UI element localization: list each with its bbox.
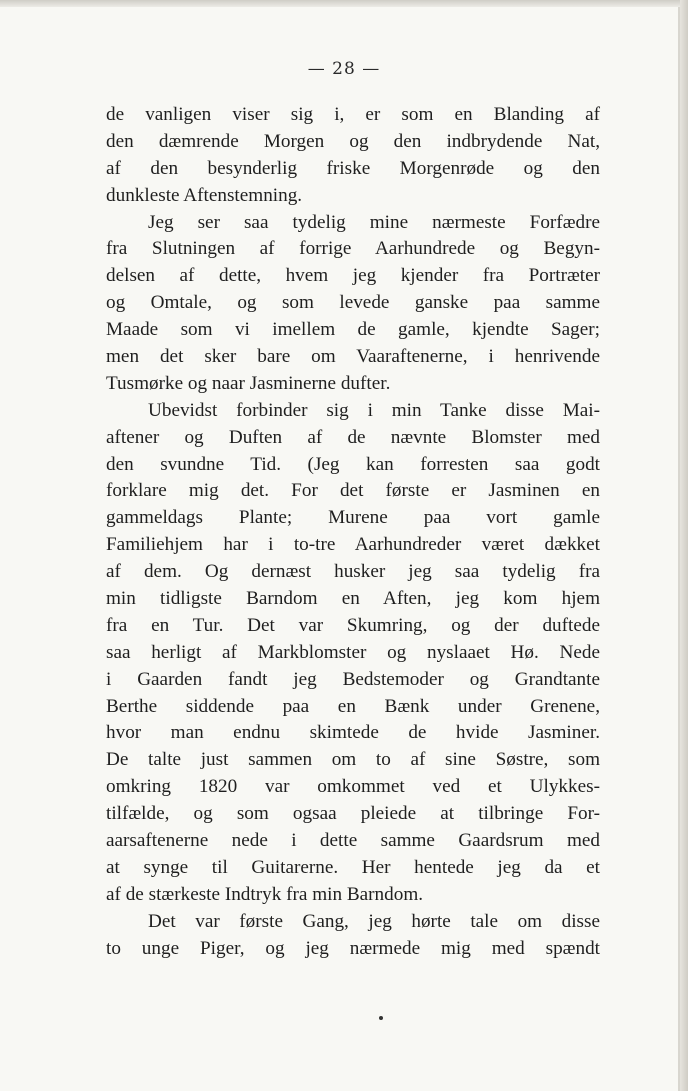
text-line: hvor man endnu skimtede de hvide Jasminer. — [106, 722, 600, 744]
text-line: dunkleste Aftenstemning. — [106, 184, 303, 206]
page-top-edge — [0, 0, 688, 7]
page-number: — 28 — — [307, 59, 381, 79]
text-line: Jeg ser saa tydelig mine nærmeste Forfædre — [148, 211, 600, 233]
text-line: af den besynderlig friske Morgenrøde og den — [106, 157, 600, 179]
text-line: af dem. Og dernæst husker jeg saa tydelig fra — [106, 561, 600, 583]
text-line: saa herligt af Markblomster og nyslaaet Hø. Nede — [106, 641, 600, 663]
text-line: aftener og Duften af de nævnte Blomster med — [106, 426, 600, 448]
text-line: og Omtale, og som levede ganske paa samme — [106, 292, 600, 314]
text-line: Maade som vi imellem de gamle, kjendte Sager; — [106, 319, 600, 341]
text-line: omkring 1820 var omkommet ved et Ulykkes- — [106, 776, 600, 798]
text-line: men det sker bare om Vaaraftenerne, i henrivende — [106, 346, 600, 368]
text-line: forklare mig det. For det første er Jasminen en — [106, 480, 600, 502]
text-line: Familiehjem har i to-tre Aarhundreder været dækket — [106, 534, 600, 556]
text-line: Det var første Gang, jeg hørte tale om disse — [148, 910, 600, 932]
text-line: de vanligen viser sig i, er som en Blanding af — [106, 104, 600, 125]
page-right-edge — [680, 0, 688, 1091]
text-line: tilfælde, og som ogsaa pleiede at tilbringe For- — [106, 803, 600, 825]
text-line: Ubevidst forbinder sig i min Tanke disse Mai- — [148, 399, 600, 421]
text-line: fra en Tur. Det var Skumring, og der duftede — [106, 614, 600, 636]
text-line: Tusmørke og naar Jasminerne dufter. — [106, 372, 391, 394]
text-line: to unge Piger, og jeg nærmede mig med spændt — [106, 937, 600, 959]
page-dot-mark — [379, 1016, 383, 1020]
text-line: af de stærkeste Indtryk fra min Barndom. — [106, 883, 424, 905]
text-line: gammeldags Plante; Murene paa vort gamle — [106, 507, 600, 529]
text-line: Berthe siddende paa en Bænk under Grenene, — [106, 695, 600, 717]
text-line: aarsaftenerne nede i dette samme Gaardsrum med — [106, 830, 600, 852]
text-line: fra Slutningen af forrige Aarhundrede og Begyn- — [106, 238, 600, 260]
text-line: at synge til Guitarerne. Her hentede jeg da et — [106, 856, 600, 878]
text-line: den svundne Tid. (Jeg kan forresten saa godt — [106, 453, 600, 475]
text-line: delsen af dette, hvem jeg kjender fra Portræter — [106, 265, 600, 287]
text-line: i Gaarden fandt jeg Bedstemoder og Grandtante — [106, 668, 600, 690]
body-text — [106, 102, 600, 963]
text-line: min tidligste Barndom en Aften, jeg kom hjem — [106, 588, 600, 610]
text-line: De talte just sammen om to af sine Søstre, som — [106, 749, 600, 771]
text-line: den dæmrende Morgen og den indbrydende Nat, — [106, 130, 600, 152]
